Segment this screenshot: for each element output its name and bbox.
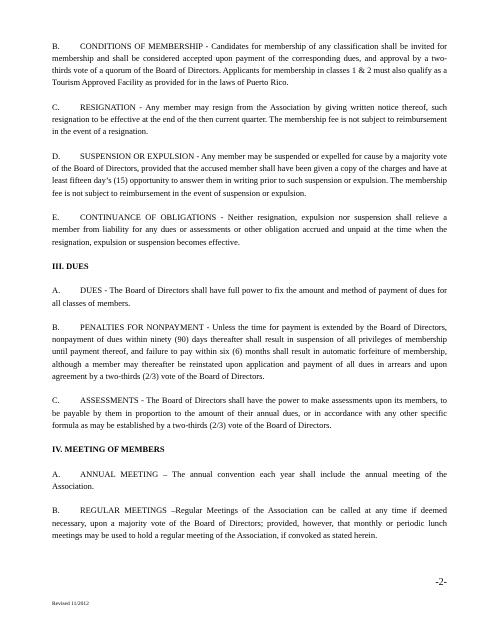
paragraph-text: RESIGNATION - Any member may resign from the Association by giving written notice thereof, such resignation to be effective at the end of the then current quarter. The membership fee is not subject to reimbursement in the event of a resignation. (52, 102, 447, 137)
paragraph-text: ANNUAL MEETING – The annual convention each year shall include the annual meeting of the Association. (52, 468, 447, 491)
paragraph-suspension-or-expulsion (52, 150, 447, 199)
item-letter: B. (52, 41, 60, 51)
paragraph-continuance-of-obligations (52, 211, 447, 247)
page-number: -2- (435, 577, 447, 588)
paragraph-assessments (52, 394, 447, 430)
paragraph-text: CONTINUANCE OF OBLIGATIONS - Neither resignation, expulsion nor suspension shall relieve a member from liability for any dues or assessments or other obligation accrued and unpaid at the time when the resignation, expulsion or suspension becomes effective. (52, 212, 447, 247)
item-letter: B. (52, 322, 60, 333)
section-heading-meeting-of-members: IV. MEETING OF MEMBERS (52, 444, 165, 455)
item-letter: A. (52, 285, 61, 296)
paragraph-text: ASSESSMENTS - The Board of Directors shall have the power to make assessments upon its members, to be payable by them in proportion to the amount of their annual dues, or in accordance with any other specific formula as may be established by a two-thirds (2/3) vote of the Board of Directors. (52, 395, 447, 430)
paragraph-regular-meetings (52, 504, 447, 540)
item-letter: C. (52, 395, 60, 406)
paragraph-text: REGULAR MEETINGS –Regular Meetings of the Association can be called at any time if deemed necessary, upon a majority vote of the Board of Directors; provided, however, that monthly or periodic lunch meetings may be used to hold a regular meeting of the Association, if convoked as stated herein. (52, 505, 447, 540)
revision-date: Revised 11/2012 (52, 601, 89, 607)
paragraph-resignation (52, 101, 447, 137)
paragraph-annual-meeting (52, 468, 447, 492)
section-heading-dues: III. DUES (52, 261, 89, 272)
page-body (52, 40, 447, 553)
paragraph-conditions-of-membership (52, 40, 447, 89)
paragraph-text: SUSPENSION OR EXPULSION - Any member may be suspended or expelled for cause by a majority vote of the Board of Directors, provided that the accused member shall have been given a copy of the charges and have at least fifteen day’s (15) opportunity to answer them in writing prior to such suspension or expulsion. The membership fee is not subject to reimbursement in the event of suspension or expulsion. (52, 151, 447, 198)
item-letter: E. (52, 212, 60, 223)
item-letter: A. (52, 468, 61, 479)
paragraph-text: CONDITIONS OF MEMBERSHIP - Candidates for membership of any classification shall be invited for membership and shall be considered accepted upon payment of the corresponding dues, and approval by a two-thirds vote of a quorum of the Board of Directors. Applicants for membership in classes 1 & 2 must also qualify as a Tourism Approved Facility as provided for in the laws of Puerto Rico. (52, 41, 447, 88)
paragraph-text: PENALTIES FOR NONPAYMENT - Unless the time for payment is extended by the Board of Directors, nonpayment of dues within ninety (90) days thereafter shall result in suspension of all privileges of membership until payment thereof, and failure to pay within six (6) months shall result in automatic forfeiture of membership, although a member may thereafter be reinstated upon application and payment of all dues in arrears and upon agreement by a two-thirds (2/3) vote of the Board of Directors. (52, 322, 447, 381)
paragraph-dues (52, 284, 447, 308)
paragraph-penalties-for-nonpayment (52, 321, 447, 382)
paragraph-text: DUES - The Board of Directors shall have full power to fix the amount and method of payment of dues for all classes of members. (52, 285, 447, 308)
item-letter: C. (52, 102, 60, 113)
item-letter: D. (52, 151, 61, 162)
item-letter: B. (52, 505, 60, 516)
